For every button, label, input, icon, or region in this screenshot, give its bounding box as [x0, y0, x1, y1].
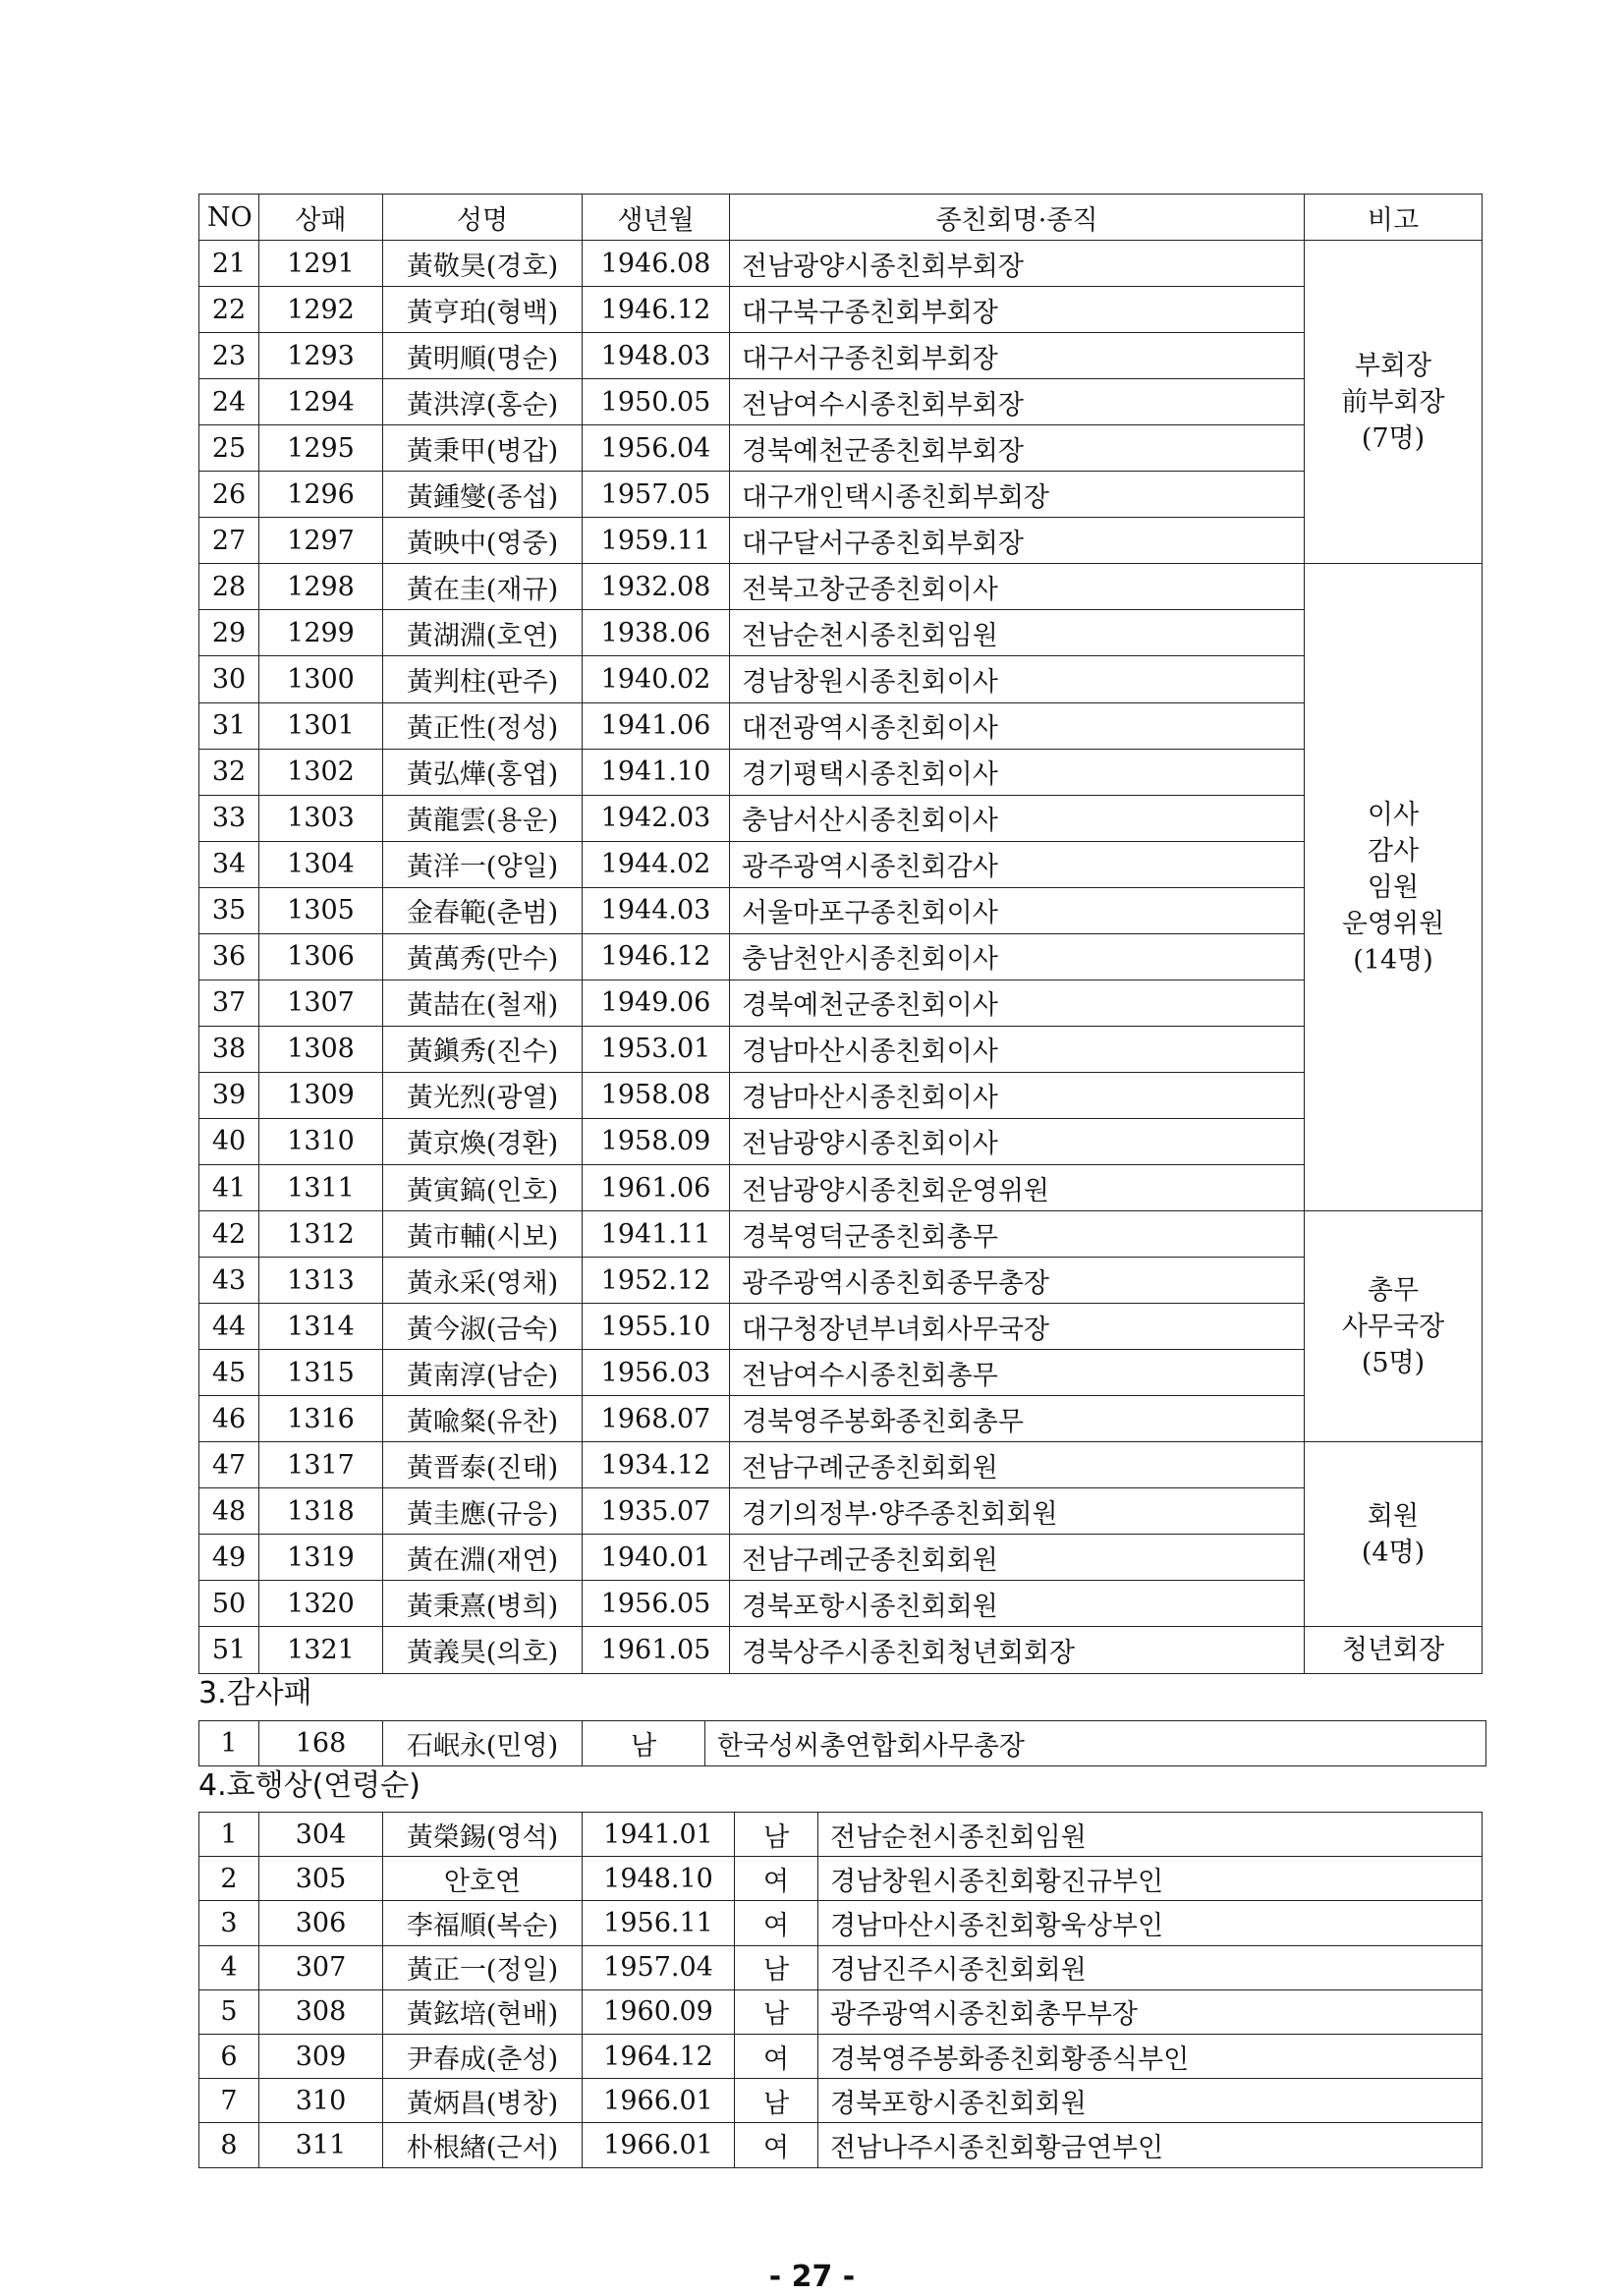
- cell-name: 黃正性(정성): [383, 702, 583, 749]
- header-position: 종친회명·종직: [730, 195, 1305, 241]
- cell-position: 경남진주시종친회회원: [818, 1945, 1483, 1989]
- table-row: [199, 1581, 1483, 1627]
- cell-award-number: 306: [259, 1901, 383, 1945]
- cell-position: 경북영덕군종친회총무: [730, 1211, 1305, 1258]
- cell-award-number: 309: [259, 2034, 383, 2078]
- header-plaque: 상패: [259, 195, 383, 241]
- cell-no: 39: [199, 1072, 259, 1118]
- cell-plaque: 1311: [259, 1164, 383, 1210]
- cell-birth: 1941.11: [583, 1211, 730, 1258]
- header-birth: 생년월: [583, 195, 730, 241]
- table-row: [199, 1488, 1483, 1535]
- group-note-line: 前부회장: [1341, 386, 1445, 418]
- cell-position: 경북예천군종친회부회장: [730, 425, 1305, 472]
- cell-name: 안호연: [383, 1857, 583, 1901]
- cell-birth: 1946.08: [583, 241, 730, 287]
- cell-gender: 남: [735, 1945, 818, 1989]
- cell-no: 47: [199, 1442, 259, 1488]
- cell-position: 충남천안시종친회이사: [730, 933, 1305, 980]
- header-name: 성명: [383, 195, 583, 241]
- cell-plaque: 1308: [259, 1026, 383, 1072]
- group-note-line: (7명): [1361, 422, 1426, 454]
- group-note-line: 임원: [1367, 871, 1420, 903]
- cell-name: 黃南淳(남순): [383, 1350, 583, 1396]
- cell-award-number: 311: [259, 2123, 383, 2167]
- cell-no: 2: [199, 1857, 259, 1901]
- cell-name: 黃明順(명순): [383, 333, 583, 379]
- cell-birth: 1946.12: [583, 933, 730, 980]
- header-note: 비고: [1305, 195, 1483, 241]
- plaque-no: 1: [199, 1721, 259, 1766]
- cell-position: 전남구례군종친회회원: [730, 1535, 1305, 1581]
- cell-birth: 1964.12: [583, 2034, 735, 2078]
- header-no: NO: [199, 195, 259, 241]
- cell-no: 33: [199, 795, 259, 841]
- cell-position: 대구북구종친회부회장: [730, 287, 1305, 333]
- cell-birth: 1948.03: [583, 333, 730, 379]
- cell-position: 대구청장년부녀회사무국장: [730, 1304, 1305, 1350]
- cell-birth: 1949.06: [583, 980, 730, 1026]
- cell-birth: 1966.01: [583, 2123, 735, 2167]
- cell-birth: 1956.11: [583, 1901, 735, 1945]
- table-row: [199, 933, 1483, 980]
- award-table-body: [199, 241, 1483, 1673]
- cell-gender: 여: [735, 2123, 818, 2167]
- cell-no: 7: [199, 2079, 259, 2123]
- cell-birth: 1960.09: [583, 1989, 735, 2034]
- cell-no: 4: [199, 1945, 259, 1989]
- cell-position: 경기의정부·양주종친회회원: [730, 1488, 1305, 1535]
- cell-name: 黃秉甲(병갑): [383, 425, 583, 472]
- cell-plaque: 1299: [259, 610, 383, 656]
- group-note: [1305, 241, 1483, 564]
- cell-birth: 1956.03: [583, 1350, 730, 1396]
- group-note-line: (14명): [1353, 944, 1433, 976]
- cell-birth: 1940.02: [583, 656, 730, 702]
- cell-name: 黃洪淳(홍순): [383, 379, 583, 425]
- cell-no: 43: [199, 1258, 259, 1304]
- cell-name: 黃義昊(의호): [383, 1627, 583, 1673]
- table-row: [199, 287, 1483, 333]
- cell-birth: 1932.08: [583, 564, 730, 610]
- filial-table-body: [199, 1813, 1483, 2168]
- table-row: [199, 1164, 1483, 1210]
- table-row: [199, 702, 1483, 749]
- cell-position: 서울마포구종친회이사: [730, 887, 1305, 933]
- cell-no: 37: [199, 980, 259, 1026]
- cell-name: 黃榮錫(영석): [383, 1813, 583, 1857]
- table-row: [199, 610, 1483, 656]
- cell-plaque: 1297: [259, 518, 383, 564]
- cell-birth: 1944.03: [583, 887, 730, 933]
- cell-position: 경기평택시종친회이사: [730, 749, 1305, 795]
- cell-no: 31: [199, 702, 259, 749]
- cell-position: 경북포항시종친회회원: [818, 2079, 1483, 2123]
- cell-plaque: 1309: [259, 1072, 383, 1118]
- cell-no: 24: [199, 379, 259, 425]
- plaque-gender: 남: [583, 1721, 705, 1766]
- cell-award-number: 307: [259, 1945, 383, 1989]
- cell-no: 42: [199, 1211, 259, 1258]
- group-note-line: 총무: [1367, 1274, 1420, 1306]
- table-row: [199, 564, 1483, 610]
- cell-position: 전남광양시종친회운영위원: [730, 1164, 1305, 1210]
- group-note-line: 이사: [1367, 799, 1420, 830]
- cell-name: 黃晋泰(진태): [383, 1442, 583, 1488]
- cell-no: 40: [199, 1118, 259, 1164]
- cell-position: 경남마산시종친회이사: [730, 1072, 1305, 1118]
- cell-position: 대구달서구종친회부회장: [730, 518, 1305, 564]
- cell-plaque: 1304: [259, 841, 383, 887]
- group-note: [1305, 564, 1483, 1211]
- cell-birth: 1968.07: [583, 1396, 730, 1442]
- cell-position: 경북상주시종친회청년회회장: [730, 1627, 1305, 1673]
- plaque-name: 石岷永(민영): [383, 1721, 583, 1766]
- group-note-line: 사무국장: [1341, 1311, 1445, 1342]
- cell-birth: 1948.10: [583, 1857, 735, 1901]
- cell-award-number: 310: [259, 2079, 383, 2123]
- cell-name: 黃弘燁(홍엽): [383, 749, 583, 795]
- cell-name: 黃喩粲(유찬): [383, 1396, 583, 1442]
- table-row: [199, 1857, 1483, 1901]
- cell-position: 충남서산시종친회이사: [730, 795, 1305, 841]
- table-row: [199, 1627, 1483, 1673]
- cell-position: 전남광양시종친회부회장: [730, 241, 1305, 287]
- cell-no: 23: [199, 333, 259, 379]
- cell-no: 32: [199, 749, 259, 795]
- plaque-table: [198, 1720, 1486, 1766]
- cell-position: 경북포항시종친회회원: [730, 1581, 1305, 1627]
- cell-name: 朴根緖(근서): [383, 2123, 583, 2167]
- table-row: [199, 1118, 1483, 1164]
- table-row: [199, 1989, 1483, 2034]
- cell-no: 8: [199, 2123, 259, 2167]
- cell-plaque: 1298: [259, 564, 383, 610]
- table-row: [199, 2079, 1483, 2123]
- cell-name: 黃鎭秀(진수): [383, 1026, 583, 1072]
- cell-name: 黃龍雲(용운): [383, 795, 583, 841]
- cell-position: 광주광역시종친회총무부장: [818, 1989, 1483, 2034]
- cell-position: 경북영주봉화종친회총무: [730, 1396, 1305, 1442]
- cell-name: 黃湖淵(호연): [383, 610, 583, 656]
- table-row: [199, 1258, 1483, 1304]
- cell-gender: 여: [735, 1857, 818, 1901]
- cell-plaque: 1291: [259, 241, 383, 287]
- cell-plaque: 1294: [259, 379, 383, 425]
- cell-name: 黃映中(영중): [383, 518, 583, 564]
- cell-birth: 1966.01: [583, 2079, 735, 2123]
- group-note: [1305, 1627, 1483, 1673]
- group-note: [1305, 1211, 1483, 1442]
- group-note-line: 감사: [1367, 835, 1420, 867]
- cell-birth: 1955.10: [583, 1304, 730, 1350]
- cell-name: 黃鍾燮(종섭): [383, 472, 583, 518]
- table-header-row: [199, 195, 1483, 241]
- table-row: [199, 518, 1483, 564]
- cell-no: 48: [199, 1488, 259, 1535]
- table-row: [199, 1813, 1483, 1857]
- cell-birth: 1956.05: [583, 1581, 730, 1627]
- cell-award-number: 305: [259, 1857, 383, 1901]
- table-row: [199, 1396, 1483, 1442]
- table-row: [199, 1304, 1483, 1350]
- cell-plaque: 1317: [259, 1442, 383, 1488]
- cell-birth: 1941.06: [583, 702, 730, 749]
- table-row: [199, 980, 1483, 1026]
- table-row: [199, 1350, 1483, 1396]
- cell-name: 黃永采(영채): [383, 1258, 583, 1304]
- table-row: [199, 656, 1483, 702]
- table-row: [199, 1211, 1483, 1258]
- table-row: [199, 425, 1483, 472]
- cell-birth: 1934.12: [583, 1442, 730, 1488]
- group-note-line: 청년회장: [1341, 1634, 1445, 1665]
- cell-birth: 1958.09: [583, 1118, 730, 1164]
- group-note-line: 부회장: [1354, 350, 1432, 381]
- cell-no: 29: [199, 610, 259, 656]
- cell-award-number: 304: [259, 1813, 383, 1857]
- cell-position: 전남광양시종친회이사: [730, 1118, 1305, 1164]
- cell-name: 黃秉熹(병희): [383, 1581, 583, 1627]
- cell-plaque: 1320: [259, 1581, 383, 1627]
- cell-position: 전남순천시종친회임원: [730, 610, 1305, 656]
- cell-name: 黃敬昊(경호): [383, 241, 583, 287]
- cell-no: 34: [199, 841, 259, 887]
- cell-position: 경남마산시종친회황욱상부인: [818, 1901, 1483, 1945]
- table-row: [199, 1721, 1486, 1766]
- cell-birth: 1944.02: [583, 841, 730, 887]
- table-row: [199, 887, 1483, 933]
- cell-name: 黃喆在(철재): [383, 980, 583, 1026]
- cell-no: 35: [199, 887, 259, 933]
- cell-no: 46: [199, 1396, 259, 1442]
- cell-no: 25: [199, 425, 259, 472]
- cell-no: 6: [199, 2034, 259, 2078]
- cell-birth: 1961.05: [583, 1627, 730, 1673]
- cell-name: 黃今淑(금숙): [383, 1304, 583, 1350]
- cell-no: 45: [199, 1350, 259, 1396]
- cell-plaque: 1315: [259, 1350, 383, 1396]
- cell-birth: 1938.06: [583, 610, 730, 656]
- table-row: [199, 1535, 1483, 1581]
- cell-position: 전남여수시종친회부회장: [730, 379, 1305, 425]
- cell-position: 경북영주봉화종친회황종식부인: [818, 2034, 1483, 2078]
- cell-plaque: 1306: [259, 933, 383, 980]
- cell-position: 광주광역시종친회종무총장: [730, 1258, 1305, 1304]
- cell-birth: 1942.03: [583, 795, 730, 841]
- cell-no: 1: [199, 1813, 259, 1857]
- cell-name: 金春範(춘범): [383, 887, 583, 933]
- cell-no: 26: [199, 472, 259, 518]
- cell-birth: 1961.06: [583, 1164, 730, 1210]
- cell-name: 李福順(복순): [383, 1901, 583, 1945]
- filial-section-title: 4.효행상(연령순): [198, 1768, 420, 1803]
- cell-gender: 남: [735, 1989, 818, 2034]
- cell-plaque: 1316: [259, 1396, 383, 1442]
- cell-gender: 남: [735, 1813, 818, 1857]
- cell-position: 경남마산시종친회이사: [730, 1026, 1305, 1072]
- cell-name: 黃正一(정일): [383, 1945, 583, 1989]
- table-row: [199, 2034, 1483, 2078]
- cell-no: 5: [199, 1989, 259, 2034]
- cell-plaque: 1302: [259, 749, 383, 795]
- cell-position: 경남창원시종친회황진규부인: [818, 1857, 1483, 1901]
- cell-name: 黃京煥(경환): [383, 1118, 583, 1164]
- cell-name: 黃圭應(규응): [383, 1488, 583, 1535]
- cell-no: 51: [199, 1627, 259, 1673]
- cell-plaque: 1321: [259, 1627, 383, 1673]
- table-row: [199, 841, 1483, 887]
- cell-no: 30: [199, 656, 259, 702]
- group-note-line: 운영위원: [1341, 908, 1445, 939]
- table-row: [199, 1901, 1483, 1945]
- table-row: [199, 472, 1483, 518]
- cell-name: 黃洋一(양일): [383, 841, 583, 887]
- award-table: [198, 194, 1483, 1674]
- cell-no: 49: [199, 1535, 259, 1581]
- cell-no: 50: [199, 1581, 259, 1627]
- filial-table: [198, 1812, 1483, 2168]
- cell-plaque: 1312: [259, 1211, 383, 1258]
- table-row: [199, 749, 1483, 795]
- cell-plaque: 1303: [259, 795, 383, 841]
- cell-plaque: 1310: [259, 1118, 383, 1164]
- cell-plaque: 1301: [259, 702, 383, 749]
- cell-name: 黃鉉培(현배): [383, 1989, 583, 2034]
- cell-birth: 1957.05: [583, 472, 730, 518]
- table-row: [199, 1442, 1483, 1488]
- cell-name: 黃在淵(재연): [383, 1535, 583, 1581]
- cell-birth: 1935.07: [583, 1488, 730, 1535]
- cell-no: 3: [199, 1901, 259, 1945]
- table-row: [199, 1072, 1483, 1118]
- cell-gender: 여: [735, 2034, 818, 2078]
- cell-birth: 1956.04: [583, 425, 730, 472]
- cell-birth: 1952.12: [583, 1258, 730, 1304]
- group-note: [1305, 1442, 1483, 1627]
- cell-plaque: 1305: [259, 887, 383, 933]
- cell-name: 黃在圭(재규): [383, 564, 583, 610]
- cell-name: 黃市輔(시보): [383, 1211, 583, 1258]
- cell-no: 21: [199, 241, 259, 287]
- cell-no: 28: [199, 564, 259, 610]
- cell-plaque: 1300: [259, 656, 383, 702]
- cell-plaque: 1307: [259, 980, 383, 1026]
- cell-birth: 1941.01: [583, 1813, 735, 1857]
- cell-position: 대전광역시종친회이사: [730, 702, 1305, 749]
- table-row: [199, 795, 1483, 841]
- cell-position: 경북예천군종친회이사: [730, 980, 1305, 1026]
- cell-position: 대구서구종친회부회장: [730, 333, 1305, 379]
- cell-position: 대구개인택시종친회부회장: [730, 472, 1305, 518]
- cell-plaque: 1313: [259, 1258, 383, 1304]
- cell-plaque: 1314: [259, 1304, 383, 1350]
- cell-no: 38: [199, 1026, 259, 1072]
- cell-plaque: 1318: [259, 1488, 383, 1535]
- table-row: [199, 333, 1483, 379]
- group-note-line: (5명): [1361, 1347, 1426, 1378]
- cell-birth: 1940.01: [583, 1535, 730, 1581]
- plaque-number: 168: [259, 1721, 383, 1766]
- cell-birth: 1959.11: [583, 518, 730, 564]
- cell-plaque: 1319: [259, 1535, 383, 1581]
- cell-award-number: 308: [259, 1989, 383, 2034]
- table-row: [199, 241, 1483, 287]
- cell-gender: 남: [735, 2079, 818, 2123]
- cell-position: 전남순천시종친회임원: [818, 1813, 1483, 1857]
- cell-no: 27: [199, 518, 259, 564]
- cell-plaque: 1293: [259, 333, 383, 379]
- group-note-line: 회원: [1367, 1500, 1420, 1532]
- cell-no: 36: [199, 933, 259, 980]
- cell-no: 41: [199, 1164, 259, 1210]
- cell-name: 黃判柱(판주): [383, 656, 583, 702]
- cell-name: 黃寅鎬(인호): [383, 1164, 583, 1210]
- plaque-section-title: 3.감사패: [198, 1676, 312, 1710]
- cell-name: 尹春成(춘성): [383, 2034, 583, 2078]
- cell-birth: 1941.10: [583, 749, 730, 795]
- cell-position: 광주광역시종친회감사: [730, 841, 1305, 887]
- cell-position: 경남창원시종친회이사: [730, 656, 1305, 702]
- cell-name: 黃炳昌(병창): [383, 2079, 583, 2123]
- cell-position: 전남나주시종친회황금연부인: [818, 2123, 1483, 2167]
- cell-position: 전남여수시종친회총무: [730, 1350, 1305, 1396]
- page-number: - 27 -: [768, 2260, 856, 2294]
- cell-birth: 1957.04: [583, 1945, 735, 1989]
- cell-no: 44: [199, 1304, 259, 1350]
- cell-plaque: 1295: [259, 425, 383, 472]
- cell-name: 黃光烈(광열): [383, 1072, 583, 1118]
- cell-birth: 1953.01: [583, 1026, 730, 1072]
- cell-birth: 1946.12: [583, 287, 730, 333]
- cell-position: 전북고창군종친회이사: [730, 564, 1305, 610]
- cell-position: 전남구례군종친회회원: [730, 1442, 1305, 1488]
- cell-no: 22: [199, 287, 259, 333]
- cell-name: 黃萬秀(만수): [383, 933, 583, 980]
- cell-birth: 1950.05: [583, 379, 730, 425]
- table-row: [199, 2123, 1483, 2167]
- table-row: [199, 1026, 1483, 1072]
- cell-birth: 1958.08: [583, 1072, 730, 1118]
- table-row: [199, 379, 1483, 425]
- cell-gender: 여: [735, 1901, 818, 1945]
- group-note-line: (4명): [1361, 1537, 1426, 1568]
- table-row: [199, 1945, 1483, 1989]
- plaque-position: 한국성씨총연합회사무총장: [705, 1721, 1486, 1766]
- cell-plaque: 1292: [259, 287, 383, 333]
- cell-name: 黃亨珀(형백): [383, 287, 583, 333]
- cell-plaque: 1296: [259, 472, 383, 518]
